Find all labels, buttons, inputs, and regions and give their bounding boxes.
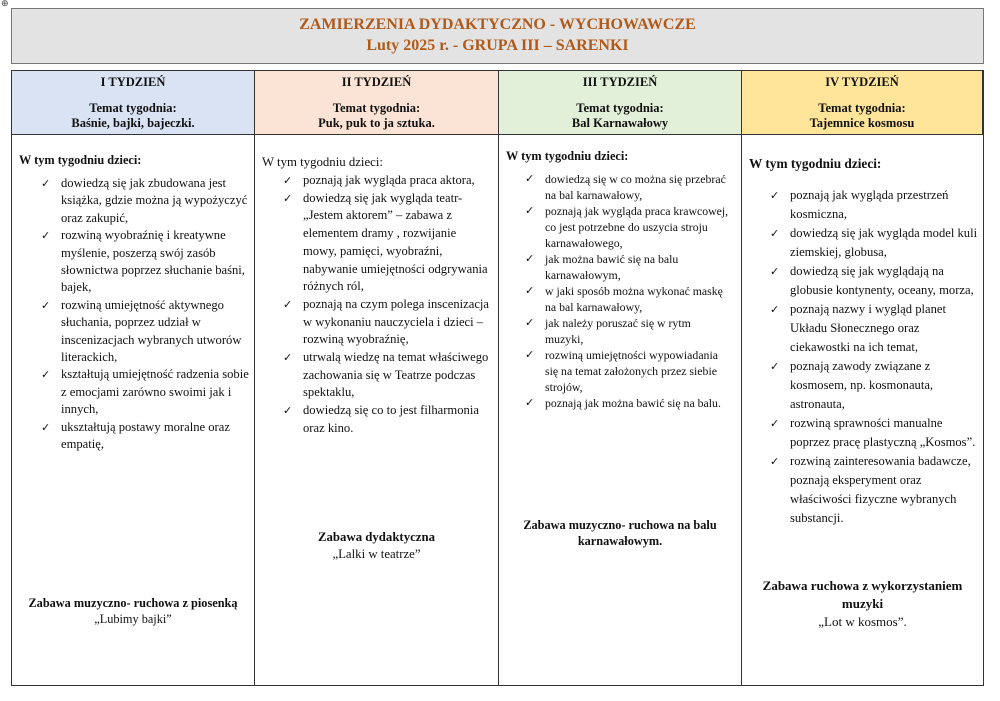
goal-text: dowiedzą się co to jest filharmonia oraz kino. [303, 403, 479, 435]
goal-text: rozwiną zainteresowania badawcze, poznają eksperyment oraz właściwości fizyczne wybranych substancji. [790, 454, 971, 525]
list-item [283, 190, 493, 296]
check-icon: ✓ [525, 252, 535, 265]
list-item [525, 171, 730, 203]
week-content-2 [255, 135, 499, 685]
goals-list [770, 186, 978, 528]
list-item [770, 357, 978, 414]
goal-text: poznają nazwy i wygląd planet Układu Słonecznego oraz ciekawostki na ich temat, [790, 302, 946, 354]
list-item [525, 395, 730, 411]
week-topic: Puk, puk to ja sztuka. [318, 116, 435, 130]
activity-block [742, 577, 983, 631]
list-item [283, 296, 493, 349]
list-item [770, 414, 978, 452]
check-icon: ✓ [41, 368, 51, 382]
goal-text: jak należy poruszać się w rytm muzyki, [545, 316, 691, 346]
week-content-4 [742, 135, 983, 685]
list-item [41, 175, 251, 227]
activity-title: Zabawa ruchowa z wykorzystaniem muzyki [762, 578, 963, 611]
week-title: IV TYDZIEŃ [825, 75, 899, 89]
topic-label: Temat tygodnia: [332, 101, 421, 115]
plan-header [11, 8, 984, 64]
table-move-handle-icon[interactable]: ⊕ [1, 0, 9, 9]
list-item [770, 262, 978, 300]
check-icon: ✓ [770, 227, 780, 240]
list-item [41, 419, 251, 454]
week-lead: W tym tygodniu dzieci: [749, 156, 882, 171]
goal-text: ukształtują postawy moralne oraz empatię, [61, 419, 230, 452]
check-icon: ✓ [770, 265, 780, 278]
list-item [41, 366, 251, 418]
week-topic: Tajemnice kosmosu [809, 116, 915, 130]
goal-text: dowiedzą się w co można się przebrać na bal karnawałowy, [545, 172, 726, 202]
week-header-4 [742, 71, 983, 135]
check-icon: ✓ [525, 172, 535, 185]
check-icon: ✓ [283, 297, 293, 311]
check-icon: ✓ [41, 298, 51, 312]
goal-text: utrwalą wiedzę na temat właściwego zachowania się w Teatrze podczas spektaklu, [303, 350, 489, 400]
goal-text: poznają na czym polega inscenizacja w wykonaniu nauczyciela i dzieci – rozwiną wyobraźnię, [303, 296, 490, 347]
list-item [525, 251, 730, 283]
week-title: III TYDZIEŃ [582, 75, 658, 89]
goal-text: rozwiną umiejętność aktywnego słuchania, poprzez udział w inscenizacjach wybranych utworów literackich, [61, 297, 242, 365]
check-icon: ✓ [770, 189, 780, 202]
list-item [525, 315, 730, 347]
goal-text: rozwiną umiejętności wypowiadania się na temat założonych przez siebie strojów, [545, 348, 718, 394]
activity-subtitle: „Lubimy bajki” [94, 612, 172, 626]
week-header-2 [255, 71, 499, 135]
topic-label: Temat tygodnia: [576, 101, 664, 115]
list-item [770, 224, 978, 262]
activity-subtitle: „Lot w kosmos”. [818, 614, 907, 629]
check-icon: ✓ [41, 420, 51, 434]
goal-text: poznają zawody związane z kosmosem, np. kosmonauta, astronauta, [790, 359, 934, 411]
goal-text: kształtują umiejętność radzenia sobie z emocjami zarówno swoimi jak i innych, [61, 367, 249, 417]
week-lead: W tym tygodniu dzieci: [19, 153, 142, 167]
goal-text: rozwiną wyobraźnię i kreatywne myślenie, poszerzą swój zasób słownictwa poprzez słuchanie baśni, bajek, [61, 228, 245, 295]
check-icon: ✓ [525, 284, 535, 297]
check-icon: ✓ [770, 360, 780, 373]
list-item [770, 300, 978, 357]
goal-text: dowiedzą się jak wygląda model kuli ziemskiej, globusa, [790, 226, 978, 259]
week-lead: W tym tygodniu dzieci: [262, 155, 383, 169]
goal-text: poznają jak można bawić się na balu. [545, 396, 721, 410]
week-title: II TYDZIEŃ [341, 75, 412, 89]
check-icon: ✓ [770, 303, 780, 316]
plan-title: ZAMIERZENIA DYDAKTYCZNO - WYCHOWAWCZE [299, 16, 696, 33]
week-header-3 [499, 71, 742, 135]
activity-title: Zabawa muzyczno- ruchowa z piosenką [28, 596, 238, 610]
goal-text: rozwiną sprawności manualne poprzez pracę plastyczną „Kosmos”. [790, 416, 976, 449]
check-icon: ✓ [41, 229, 51, 243]
goal-text: dowiedzą się jak zbudowana jest książka, gdzie można ją wypożyczyć oraz zakupić, [61, 176, 248, 225]
check-icon: ✓ [283, 191, 293, 205]
list-item [283, 402, 493, 437]
activity-title: Zabawa muzyczno- ruchowa na balu karnawałowym. [523, 518, 717, 548]
goals-list [283, 172, 493, 438]
goal-text: poznają jak wygląda praca krawcowej, co jest potrzebne do uszycia stroju karnawałowego, [545, 204, 729, 250]
list-item [41, 297, 251, 367]
list-item [41, 227, 251, 297]
week-topic: Bal Karnawałowy [571, 116, 669, 130]
check-icon: ✓ [41, 177, 51, 190]
goal-text: poznają jak wygląda praca aktora, [303, 173, 475, 187]
goal-text: dowiedzą się jak wyglądają na globusie kontynenty, oceany, morza, [790, 264, 974, 297]
plan-subtitle: Luty 2025 r. - GRUPA III – SARENKI [366, 37, 629, 54]
list-item [283, 349, 493, 402]
activity-block [12, 595, 254, 627]
check-icon: ✓ [770, 417, 780, 430]
check-icon: ✓ [283, 404, 293, 418]
check-icon: ✓ [770, 455, 780, 468]
activity-block [499, 517, 741, 549]
week-lead: W tym tygodniu dzieci: [506, 149, 629, 163]
list-item [770, 452, 978, 528]
week-content-1 [12, 135, 255, 685]
list-item [525, 347, 730, 395]
goal-text: poznają jak wygląda przestrzeń kosmiczna, [790, 188, 949, 221]
week-topic: Baśnie, bajki, bajeczki. [71, 116, 195, 130]
check-icon: ✓ [525, 204, 535, 217]
goal-text: w jaki sposób można wykonać maskę na bal karnawałowy, [545, 284, 723, 314]
check-icon: ✓ [525, 316, 535, 329]
week-title: I TYDZIEŃ [100, 75, 166, 89]
check-icon: ✓ [525, 396, 535, 409]
activity-subtitle: „Lalki w teatrze” [332, 547, 421, 561]
weekly-plan-table [11, 70, 984, 686]
goal-text: jak można bawić się na balu karnawałowym, [545, 252, 679, 282]
goals-list [525, 171, 730, 411]
list-item [525, 283, 730, 315]
list-item [770, 186, 978, 224]
goal-text: dowiedzą się jak wygląda teatr- „Jestem aktorem” – zabawa z elementem dramy , rozwijanie mowy, pamięci, wyobraźni, nabywanie umiejętności odgrywania różnych ról, [303, 190, 488, 294]
week-content-3 [499, 135, 742, 685]
week-header-1 [12, 71, 255, 135]
check-icon: ✓ [283, 351, 293, 365]
list-item [283, 172, 493, 190]
topic-label: Temat tygodnia: [89, 101, 177, 115]
check-icon: ✓ [525, 348, 535, 361]
topic-label: Temat tygodnia: [818, 101, 906, 115]
check-icon: ✓ [283, 174, 293, 187]
activity-title: Zabawa dydaktyczna [318, 530, 435, 544]
list-item [525, 203, 730, 251]
activity-block [255, 529, 498, 563]
goals-list [41, 175, 251, 454]
